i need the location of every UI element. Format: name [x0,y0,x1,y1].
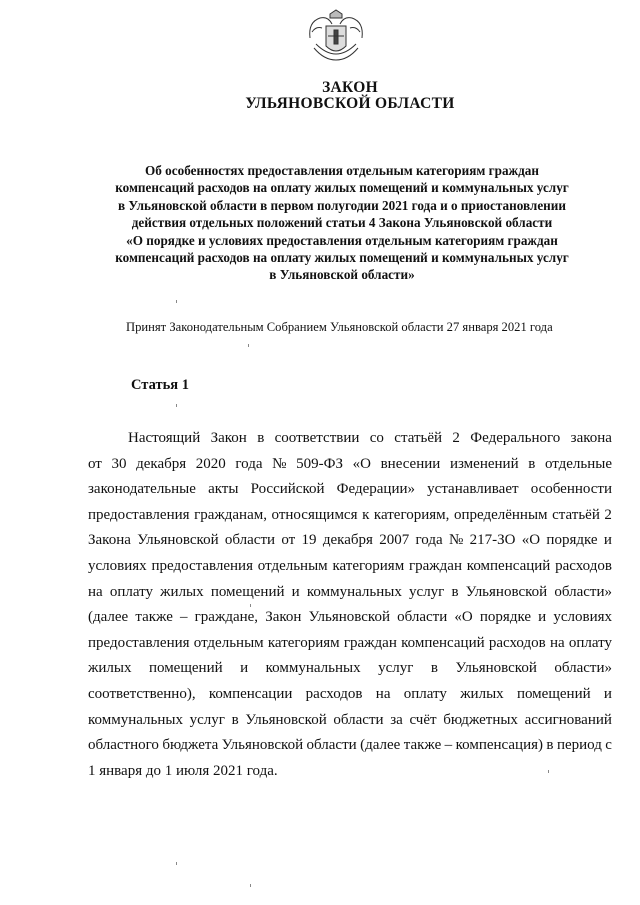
paragraph-word: к [362,506,370,523]
paragraph-word: и [291,583,300,600]
paragraph-word: коммунальных [306,583,402,600]
law-subject-heading [72,162,612,284]
paragraph-word: в [231,711,239,728]
paragraph-word: условиях [553,609,612,626]
subject-line: компенсаций расходов на оплату жилых помещений и коммунальных услуг [115,250,569,266]
paragraph-word: 2020 [195,455,226,472]
paragraph-word: изменений [449,455,519,472]
paragraph-word: «О [454,609,473,626]
subject-line: Об особенностях предоставления отдельным категориям граждан [145,163,539,178]
paragraph-word: Закона [88,532,131,549]
paragraph-word: внесении [380,455,441,472]
paragraph-word: бюджетных [443,711,518,728]
paragraph-word: ассигнований [524,711,612,728]
paragraph-word: помещений [516,685,591,702]
paragraph-word: отдельные [544,455,612,472]
paragraph-word: (далее [88,609,129,626]
paragraph-word: компенсации [208,685,293,702]
paragraph-word: коммунальных [88,711,183,728]
paragraph-word: и [603,685,612,702]
coat-of-arms-emblem-icon [306,8,366,64]
paragraph-word: со [369,430,384,446]
paragraph-word: Российской [250,481,325,498]
paragraph-word: категориям, [373,506,450,523]
scan-speck [548,770,549,773]
paragraph-word: условиях [88,557,147,574]
paragraph-word: граждан [409,557,462,574]
paragraph-word: жилых [160,583,204,600]
paragraph-word: период [556,737,602,754]
paragraph-word: компенсаций [466,557,551,574]
paragraph-word: соответствии [274,430,360,446]
paragraph-word: также [403,737,442,754]
scan-speck [250,884,251,887]
subject-line: компенсаций расходов на оплату жилых помещений и коммунальных услуг [115,180,569,196]
paragraph-word: граждан [343,634,397,651]
paragraph-word: жилых [88,660,132,677]
paragraph-word: статьёй [552,506,600,523]
paragraph-line [88,580,612,606]
paragraph-word: Ульяновской [245,711,327,728]
paragraph-line [88,554,612,580]
paragraph-word: в [528,455,536,472]
paragraph-word: 30 [111,455,127,472]
paragraph-word: предоставления [88,634,190,651]
scan-speck [176,404,177,407]
paragraph-word: относящимся [271,506,358,523]
paragraph-word: оплату [403,685,447,702]
paragraph-word: Федерального [470,430,561,446]
paragraph-word: компенсация) [455,737,543,754]
paragraph-word: и [538,609,547,626]
paragraph-word: порядке [479,609,532,626]
paragraph-word: и [240,660,249,677]
scan-speck [176,862,177,865]
paragraph-word: акты [208,481,239,498]
paragraph-word: – [180,609,188,626]
paragraph-word: в [257,430,265,446]
paragraph-word: граждане, [194,609,259,626]
paragraph-line [88,605,612,631]
paragraph-word: на [88,583,103,600]
paragraph-word: – [444,737,453,754]
paragraph-word: области [224,532,276,549]
paragraph-word: и [603,532,612,549]
paragraph-word: предоставления [88,506,190,523]
law-title: ЗАКОН [322,79,378,96]
paragraph-word: на [549,634,565,651]
paragraph-word: Ульяновской [137,532,219,549]
paragraph-line [88,503,612,529]
paragraph-word: оплату [109,583,153,600]
paragraph-word: Ульяновской [221,737,304,754]
paragraph-word: услуг [409,583,445,600]
paragraph-word: закона [570,430,612,446]
paragraph-word: жилых [460,685,504,702]
paragraph-word: порядке [546,532,598,549]
paragraph-line [88,682,612,708]
paragraph-word: 2 [604,506,612,523]
paragraph-word: в [451,583,459,600]
paragraph-word: отдельным [257,557,328,574]
paragraph-word: Закон [265,609,302,626]
paragraph-word: счёт [409,711,437,728]
subject-line: «О порядке и условиях предоставления отдельным категориям граждан [126,232,558,248]
subject-line: в Ульяновской области» [269,267,415,283]
paragraph-word: категориям [332,557,405,574]
paragraph-word: (далее [360,737,401,754]
paragraph-word: услуг [378,660,414,677]
paragraph-word: Закон [210,430,247,446]
paragraph-word: 19 [301,532,317,549]
paragraph-word: на [375,685,391,702]
paragraph-word: за [390,711,403,728]
paragraph-word: 217-ЗО [469,532,516,549]
paragraph-word: от [281,532,296,549]
paragraph-word: областного [88,737,159,754]
paragraph-word: в [546,737,554,754]
paragraph-line [88,656,612,682]
paragraph-word: Федерации» [336,481,416,498]
paragraph-word: области [397,609,448,626]
paragraph-word: гражданам, [194,506,267,523]
paragraph-word: расходов [555,557,612,574]
paragraph-word: категориям [267,634,340,651]
paragraph-word: № [448,532,464,549]
paragraph-word: коммунальных [265,660,361,677]
paragraph-word: особенности [530,481,612,498]
paragraph-word: компенсаций [401,634,485,651]
paragraph-word: законодательные [88,481,196,498]
article-body [88,426,612,784]
paragraph-word: в [430,660,438,677]
paragraph-word: декабря [136,455,187,472]
paragraph-word: Настоящий [128,430,201,446]
paragraph-word: года [235,455,263,472]
paragraph-line [88,708,612,734]
paragraph-word: определённым [453,506,548,523]
scan-speck [250,604,251,607]
paragraph-word: предоставления [151,557,253,574]
paragraph-word: от [88,455,102,472]
paragraph-word: устанавливает [427,481,519,498]
adoption-statement: Принят Законодательным Собранием Ульяновской области 27 января 2021 года [126,320,553,334]
paragraph-word: отдельным [193,634,264,651]
paragraph-word: помещений [210,583,285,600]
paragraph-word: расходов [488,634,546,651]
paragraph-word: соответственно), [88,685,196,702]
subject-line: в Ульяновской области в первом полугодии 2021 года и о приостановлении [118,197,566,213]
paragraph-line [88,528,612,554]
paragraph-word: услуг [189,711,225,728]
paragraph-word: «О [521,532,541,549]
paragraph-word: области [333,711,384,728]
paragraph-word: года [415,532,443,549]
paragraph-word: Ульяновской [465,583,548,600]
paragraph-word: «О [352,455,371,472]
scan-speck [176,300,177,303]
paragraph-word: области» [554,660,612,677]
paragraph-line [88,452,612,478]
paragraph-word: 2 [452,430,460,446]
paragraph-word: 1 января до 1 июля 2021 года. [88,762,278,779]
paragraph-word: 509-ФЗ [296,455,343,472]
paragraph-word: Ульяновской [308,609,390,626]
paragraph-line [88,631,612,657]
paragraph-word: 2007 [379,532,410,549]
paragraph-word: также [135,609,173,626]
paragraph-word: области [306,737,357,754]
scan-speck [248,344,249,347]
paragraph-line [88,426,612,452]
paragraph-word: бюджета [162,737,219,754]
paragraph-word: № [272,455,287,472]
paragraph-word: оплату [568,634,612,651]
paragraph-word: расходов [305,685,363,702]
paragraph-word: помещений [148,660,223,677]
paragraph-line [88,759,612,785]
paragraph-word: статьёй [394,430,443,446]
paragraph-word: с [605,737,612,754]
paragraph-word: декабря [322,532,373,549]
paragraph-word: Ульяновской [455,660,537,677]
paragraph-line [88,733,612,759]
region-title: УЛЬЯНОВСКОЙ ОБЛАСТИ [245,95,455,112]
paragraph-word: области» [554,583,612,600]
article-heading: Статья 1 [131,377,189,393]
paragraph-line [88,477,612,503]
subject-line: действия отдельных положений статьи 4 Закона Ульяновской области [131,215,553,231]
